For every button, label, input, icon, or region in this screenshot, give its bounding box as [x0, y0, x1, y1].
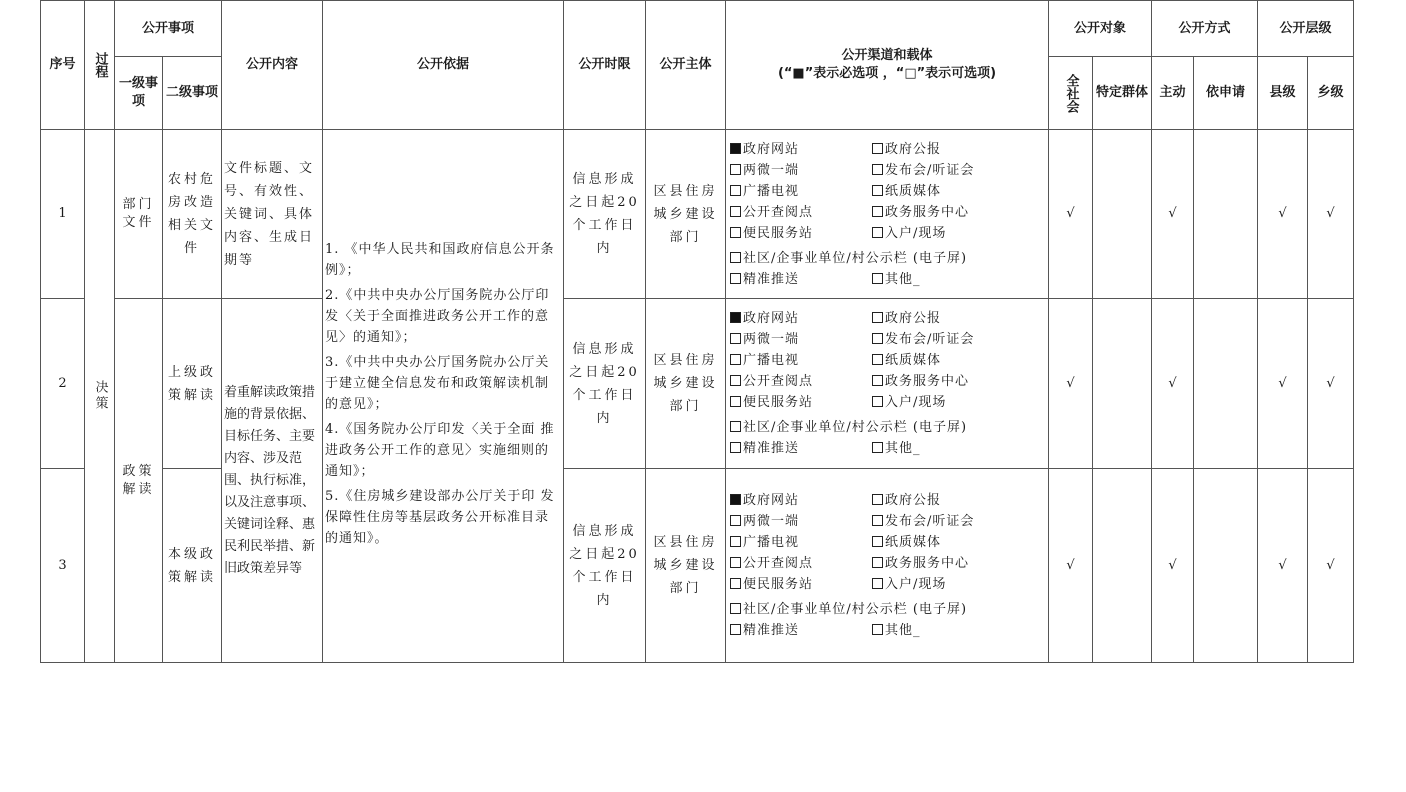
channels-grid [730, 308, 1044, 459]
row-level-county: √ [1258, 469, 1308, 663]
process-cell [85, 130, 115, 663]
channel-option [730, 438, 872, 459]
header-channels-title: 公开渠道和载体 [841, 48, 933, 63]
header-method-request: 依申请 [1194, 57, 1258, 130]
header-basis: 公开依据 [323, 1, 564, 130]
channel-option-label: 发布会/听证会 [885, 514, 975, 529]
header-method: 公开方式 [1152, 1, 1258, 57]
header-level1: 一级事项 [115, 57, 163, 130]
checkbox-empty-icon [730, 333, 741, 344]
header-matters: 公开事项 [115, 1, 222, 57]
channel-option [872, 532, 1042, 553]
channel-option-label: 其他_ [885, 623, 921, 638]
checkbox-empty-icon [872, 164, 883, 175]
checkbox-empty-icon [730, 578, 741, 589]
checkbox-empty-icon [730, 624, 741, 635]
channel-option-label: 政务服务中心 [885, 556, 970, 571]
channels-grid [730, 139, 1044, 290]
checkbox-empty-icon [730, 227, 741, 238]
header-level2: 二级事项 [163, 57, 222, 130]
channel-option-label: 精准推送 [743, 271, 800, 287]
channel-option-label: 公开查阅点 [743, 374, 814, 389]
row-seq: 1 [41, 130, 85, 299]
header-row-1 [41, 1, 1354, 57]
row-subject: 区县住房城乡建设部门 [646, 299, 726, 469]
channel-option [730, 350, 872, 371]
row-level2: 农村危房改造相关文件 [163, 130, 222, 299]
row-method-request [1194, 299, 1258, 469]
checkbox-empty-icon [730, 396, 741, 407]
basis-item: 1. 《中华人民共和国政府信息公开条例》； [325, 242, 555, 278]
header-channels [726, 1, 1049, 130]
channel-option [730, 620, 872, 641]
table-row [41, 299, 1354, 469]
checkbox-empty-icon [730, 206, 741, 217]
channel-option-label: 发布会/听证会 [885, 162, 975, 178]
row-target-specific [1093, 299, 1152, 469]
channel-option-label: 入户/现场 [885, 577, 947, 592]
row-time-limit: 信息形成之日起20个工作日内 [564, 299, 646, 469]
channel-option-label: 政务服务中心 [885, 374, 970, 389]
checkbox-empty-icon [872, 536, 883, 547]
header-subject: 公开主体 [646, 1, 726, 130]
channel-option [730, 417, 1042, 438]
channel-option-label: 政府公报 [885, 141, 942, 157]
row-level-county: √ [1258, 130, 1308, 299]
channel-option-label: 政府公报 [885, 493, 942, 508]
checkbox-empty-icon [872, 206, 883, 217]
checkbox-empty-icon [872, 143, 883, 154]
checkbox-empty-icon [872, 624, 883, 635]
channel-option-label: 入户/现场 [885, 395, 947, 410]
checkbox-empty-icon [730, 375, 741, 386]
checkbox-empty-icon [730, 164, 741, 175]
channel-option [872, 202, 1042, 223]
channel-option-label: 纸质媒体 [885, 353, 942, 368]
channel-option [872, 223, 1042, 244]
checkbox-empty-icon [730, 421, 741, 432]
channel-option-label: 公开查阅点 [743, 556, 814, 571]
header-level-township: 乡级 [1308, 57, 1354, 130]
checkbox-empty-icon [730, 252, 741, 263]
checkbox-empty-icon [730, 442, 741, 453]
header-channels-note: (“■”表示必选项 ，“□”表示可选项) [777, 66, 997, 81]
row-channels [726, 469, 1049, 663]
channel-option [730, 371, 872, 392]
channel-option [730, 574, 872, 595]
header-target-all [1049, 57, 1093, 130]
row-target-all: √ [1049, 469, 1093, 663]
basis-item: 4.《国务院办公厅印发〈关于全面 推进政务公开工作的意见〉实施细则的通知》； [325, 422, 555, 479]
channel-option-label: 政府公报 [885, 311, 942, 326]
channel-option [872, 392, 1042, 413]
header-level-county: 县级 [1258, 57, 1308, 130]
channel-option [730, 511, 872, 532]
channel-option [730, 308, 872, 329]
channel-option [872, 160, 1042, 181]
channel-option [872, 371, 1042, 392]
channel-option [872, 308, 1042, 329]
channel-option-label: 公开查阅点 [743, 204, 814, 220]
row-content: 文件标题、文 号、有效性、关键词、具体 内容、生成日 期等 [222, 130, 323, 299]
row-subject: 区县住房城乡建设部门 [646, 130, 726, 299]
row-target-all: √ [1049, 130, 1093, 299]
row-level-township: √ [1308, 299, 1354, 469]
channel-option-label: 两微一端 [743, 162, 800, 178]
channel-option-label: 其他_ [885, 271, 921, 287]
checkbox-empty-icon [872, 333, 883, 344]
header-seq: 序号 [41, 1, 85, 130]
checkbox-empty-icon [730, 185, 741, 196]
header-target-all-text: 全社会 [1063, 73, 1079, 113]
channel-option-label: 社区/企事业单位/村公示栏 (电子屏) [743, 250, 968, 266]
channel-option-label: 社区/企事业单位/村公示栏 (电子屏) [743, 602, 968, 617]
channel-option-label: 社区/企事业单位/村公示栏 (电子屏) [743, 420, 968, 435]
channel-option-label: 两微一端 [743, 332, 800, 347]
channel-option [872, 350, 1042, 371]
channel-option-label: 广播电视 [743, 535, 800, 550]
basis-item: 5.《住房城乡建设部办公厅关于印 发保障性住房等基层政务公开标准目录的通知》。 [325, 489, 555, 546]
header-process-text: 过程 [92, 52, 108, 78]
header-content: 公开内容 [222, 1, 323, 130]
channel-option-label: 纸质媒体 [885, 535, 942, 550]
row-target-specific [1093, 469, 1152, 663]
channel-option [730, 532, 872, 553]
checkbox-empty-icon [872, 578, 883, 589]
row-level-township: √ [1308, 469, 1354, 663]
checkbox-empty-icon [872, 442, 883, 453]
channel-option [730, 392, 872, 413]
checkbox-empty-icon [730, 536, 741, 547]
header-time-limit: 公开时限 [564, 1, 646, 130]
channel-option-label: 两微一端 [743, 514, 800, 529]
channel-option-label: 广播电视 [743, 353, 800, 368]
checkbox-empty-icon [872, 312, 883, 323]
checkbox-empty-icon [730, 557, 741, 568]
checkbox-filled-icon [730, 143, 741, 154]
row-target-all: √ [1049, 299, 1093, 469]
checkbox-empty-icon [872, 557, 883, 568]
row-level1: 部门文件 [115, 130, 163, 299]
channel-option [872, 329, 1042, 350]
row-level2: 上级政策解读 [163, 299, 222, 469]
row-level-county: √ [1258, 299, 1308, 469]
checkbox-filled-icon [730, 312, 741, 323]
disclosure-standard-table [40, 0, 1354, 663]
channel-option [730, 223, 872, 244]
channel-option-label: 精准推送 [743, 441, 800, 456]
channel-option [872, 490, 1042, 511]
row-method-active: √ [1152, 299, 1194, 469]
channel-option-label: 广播电视 [743, 183, 800, 199]
row-time-limit: 信息形成之日起20个工作日内 [564, 469, 646, 663]
checkbox-empty-icon [872, 273, 883, 284]
checkbox-filled-icon [730, 494, 741, 505]
checkbox-empty-icon [872, 396, 883, 407]
channel-option [730, 490, 872, 511]
row-method-active: √ [1152, 469, 1194, 663]
checkbox-empty-icon [872, 354, 883, 365]
channel-option [730, 269, 872, 290]
checkbox-empty-icon [872, 494, 883, 505]
checkbox-empty-icon [730, 273, 741, 284]
channel-option-label: 政府网站 [743, 493, 800, 508]
channel-option-label: 政务服务中心 [885, 204, 970, 220]
checkbox-empty-icon [872, 185, 883, 196]
channel-option [730, 181, 872, 202]
channel-option [730, 139, 872, 160]
channel-option [730, 553, 872, 574]
row-level2: 本级政策解读 [163, 469, 222, 663]
channel-option [872, 620, 1042, 641]
channel-option-label: 精准推送 [743, 623, 800, 638]
channel-option [872, 553, 1042, 574]
row-method-active: √ [1152, 130, 1194, 299]
header-process [85, 1, 115, 130]
row-channels [726, 299, 1049, 469]
row-seq: 2 [41, 299, 85, 469]
channel-option [730, 248, 1042, 269]
channels-grid [730, 490, 1044, 641]
row-method-request [1194, 469, 1258, 663]
row-method-request [1194, 130, 1258, 299]
channel-option-label: 政府网站 [743, 311, 800, 326]
basis-list [325, 239, 561, 549]
checkbox-empty-icon [872, 515, 883, 526]
checkbox-empty-icon [872, 375, 883, 386]
basis-cell [323, 130, 564, 663]
row-level-township: √ [1308, 130, 1354, 299]
channel-option-label: 其他_ [885, 441, 921, 456]
channel-option-label: 政府网站 [743, 141, 800, 157]
row-channels [726, 130, 1049, 299]
row-target-specific [1093, 130, 1152, 299]
channel-option [872, 511, 1042, 532]
channel-option-label: 纸质媒体 [885, 183, 942, 199]
row-time-limit: 信息形成之日起20个工作日内 [564, 130, 646, 299]
channel-option [730, 202, 872, 223]
channel-option-label: 便民服务站 [743, 395, 814, 410]
checkbox-empty-icon [872, 227, 883, 238]
channel-option [730, 329, 872, 350]
channel-option-label: 便民服务站 [743, 225, 814, 241]
channel-option-label: 发布会/听证会 [885, 332, 975, 347]
policy-content: 着重解读政策措施的背景依据、目标任务、主要内容、涉及范围、执行标准，以及注意事项、关键词诠释、惠民利民举措、新旧政策差异等 [222, 299, 323, 663]
channel-option [730, 160, 872, 181]
basis-item: 3.《中共中央办公厅国务院办公厅关于建立健全信息发布和政策解读机制的意见》； [325, 355, 550, 412]
channel-option [872, 574, 1042, 595]
channel-option-label: 便民服务站 [743, 577, 814, 592]
table-row [41, 130, 1354, 299]
channel-option [872, 269, 1042, 290]
policy-level1: 政策解读 [115, 299, 163, 663]
channel-option-label: 入户/现场 [885, 225, 947, 241]
header-method-active: 主动 [1152, 57, 1194, 130]
channel-option [872, 181, 1042, 202]
header-level: 公开层级 [1258, 1, 1354, 57]
checkbox-empty-icon [730, 603, 741, 614]
process-text: 决策 [92, 380, 108, 412]
row-seq: 3 [41, 469, 85, 663]
checkbox-empty-icon [730, 354, 741, 365]
channel-option [872, 139, 1042, 160]
basis-item: 2.《中共中央办公厅国务院办公厅印发〈关于全面推进政务公开工作的意见〉的通知》； [325, 288, 550, 345]
row-subject: 区县住房城乡建设部门 [646, 469, 726, 663]
checkbox-empty-icon [730, 515, 741, 526]
channel-option [872, 438, 1042, 459]
header-target: 公开对象 [1049, 1, 1152, 57]
channel-option [730, 599, 1042, 620]
header-target-specific: 特定群体 [1093, 57, 1152, 130]
